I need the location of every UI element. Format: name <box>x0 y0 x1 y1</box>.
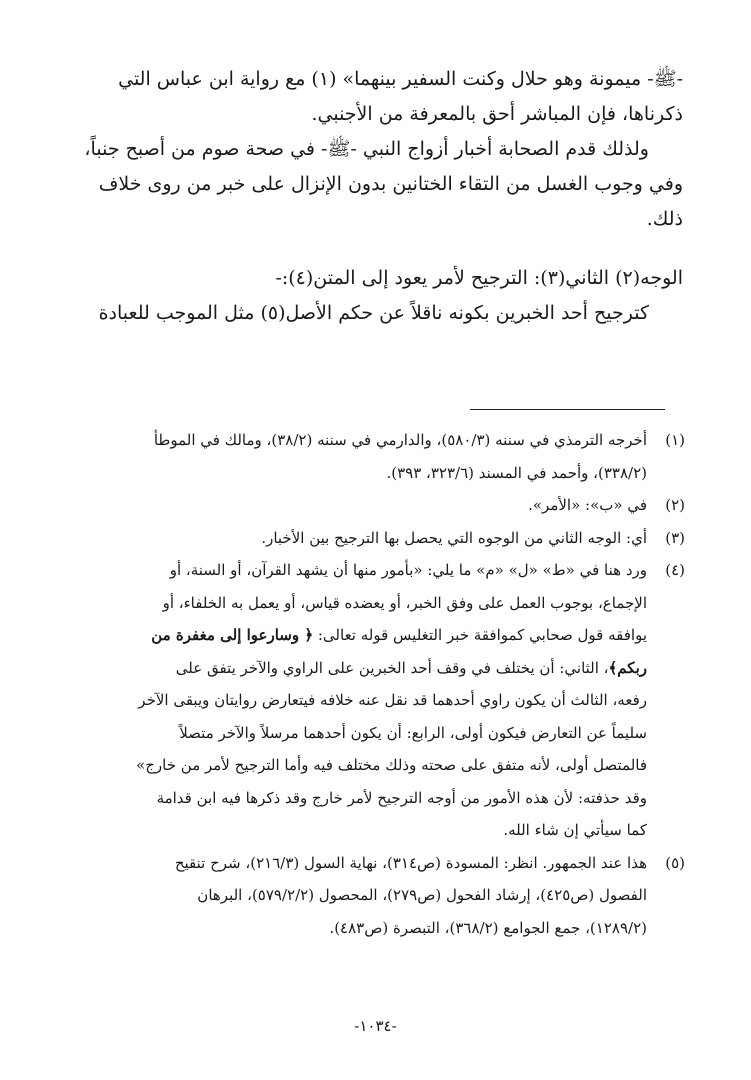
footnote-line: أي: الوجه الثاني من الوجوه التي يحصل بها الترجيح بين الأخبار. <box>261 528 647 547</box>
section-gap <box>68 237 683 261</box>
footnote-4 <box>68 554 685 847</box>
footnote-line: هذا عند الجمهور. انظر: المسودة (ص٣١٤)، نهاية السول (٢١٦/٣)، شرح تنقيح <box>174 853 647 872</box>
main-text <box>68 62 683 331</box>
footnote-text <box>68 847 647 945</box>
quoted-text: ، الثاني: أن يختلف في وقف أحد الخبرين على الراوي والآخر يتفق على <box>175 658 609 677</box>
paragraph-2-line-3: ذلك. <box>646 208 683 230</box>
footnote-number: (٤) <box>665 561 685 579</box>
footnote-line: الإجماع، بوجوب العمل على وفق الخبر، أو يعضده قياس، أو يعمل به الخلفاء، أو <box>162 593 647 612</box>
quoted-text: يوافقه قول صحابي كموافقة خبر التغليس قوله تعالى: <box>313 626 647 644</box>
section-heading-text: الوجه(٢) الثاني(٣): الترجيح لأمر يعود إلى المتن(٤):- <box>275 267 683 289</box>
footnote-number: (٣) <box>665 528 685 547</box>
footnote-1 <box>68 424 685 489</box>
footnote-line: في «ب»: «الأمر». <box>528 496 647 514</box>
footnote-line: (٣٣٨/٢)، وأحمد في المسند (٣٢٣/٦، ٣٩٣). <box>386 463 647 482</box>
footnote-text <box>68 522 647 555</box>
page-number: -١٠٣٤- <box>354 1017 397 1035</box>
quran-verse: ﴿ وسارعوا إلى مغفرة من <box>151 626 314 644</box>
footnote-number: (٥) <box>665 853 685 872</box>
footnote-3 <box>68 522 685 555</box>
paragraph-1-line-1: -ﷺ- ميمونة وهو حلال وكنت السفير بينهما» (١) مع رواية ابن عباس التي <box>118 68 683 90</box>
footnote-line: سليماً عن التعارض فيكون أولى، الرابع: أن يكون أحدهما مرسلاً والآخر متصلاً <box>179 723 647 742</box>
footnote-line: ورد هنا في «ط» «ل» «م» ما يلي: «بأمور منها أن يشهد القرآن، أو السنة، أو <box>169 561 647 579</box>
paragraph-2 <box>68 132 683 237</box>
footnote-line: (١٢٨٩/٢)، جمع الجوامع (٣٦٨/٢)، التبصرة (ص٤٨٣). <box>329 918 647 937</box>
footnote-number: (١) <box>665 431 685 449</box>
paragraph-1 <box>68 62 683 132</box>
footnote-5 <box>68 847 685 945</box>
footnote-line: أخرجه الترمذي في سننه (٥٨٠/٣)، والدارمي في سننه (٣٨/٢)، ومالك في الموطأ <box>153 431 647 449</box>
paragraph-3-line-1: كترجيح أحد الخبرين بكونه ناقلاً عن حكم الأصل(٥) مثل الموجب للعبادة <box>98 302 649 324</box>
footnote-2 <box>68 489 685 522</box>
footnote-line <box>68 652 647 685</box>
footnote-text <box>68 424 647 489</box>
paragraph-2-line-2: وفي وجوب الغسل من التقاء الختانين بدون الإنزال على خبر من روى خلاف <box>98 173 683 195</box>
footnote-line: وقد حذفته: لأن هذه الأمور من أوجه الترجيح لأمر خارج وقد ذكرها فيه ابن قدامة <box>156 788 647 807</box>
footnote-line: الفصول (ص٤٢٥)، إرشاد الفحول (ص٢٧٩)، المحصول (٥٧٩/٢/٢)، البرهان <box>197 886 647 904</box>
footnote-text <box>68 554 647 847</box>
footnote-line: كما سيأتي إن شاء الله. <box>503 821 647 839</box>
footnote-number: (٢) <box>665 496 685 514</box>
quran-verse-end: ربكم﴾ <box>608 658 647 677</box>
section-heading <box>68 261 683 296</box>
paragraph-2-line-1: ولذلك قدم الصحابة أخبار أزواج النبي -ﷺ- في صحة صوم من أصبح جنباً، <box>84 138 649 160</box>
footnote-text <box>68 489 647 522</box>
footnote-line: رفعه، الثالث أن يكون راوي أحدهما قد نقل عنه خلافه فيتعارض روايتان ويبقى الآخر <box>138 691 647 709</box>
paragraph-1-line-2: ذكرناها، فإن المباشر أحق بالمعرفة من الأجنبي. <box>311 103 683 125</box>
footnote-line: فالمتصل أولى، لأنه متفق على صحته وذلك مختلف فيه وأما الترجيح لأمر من خارج» <box>136 756 647 774</box>
footnote-line <box>68 619 647 652</box>
footnotes <box>68 424 685 944</box>
footnote-separator <box>470 409 665 410</box>
paragraph-3 <box>68 296 683 331</box>
